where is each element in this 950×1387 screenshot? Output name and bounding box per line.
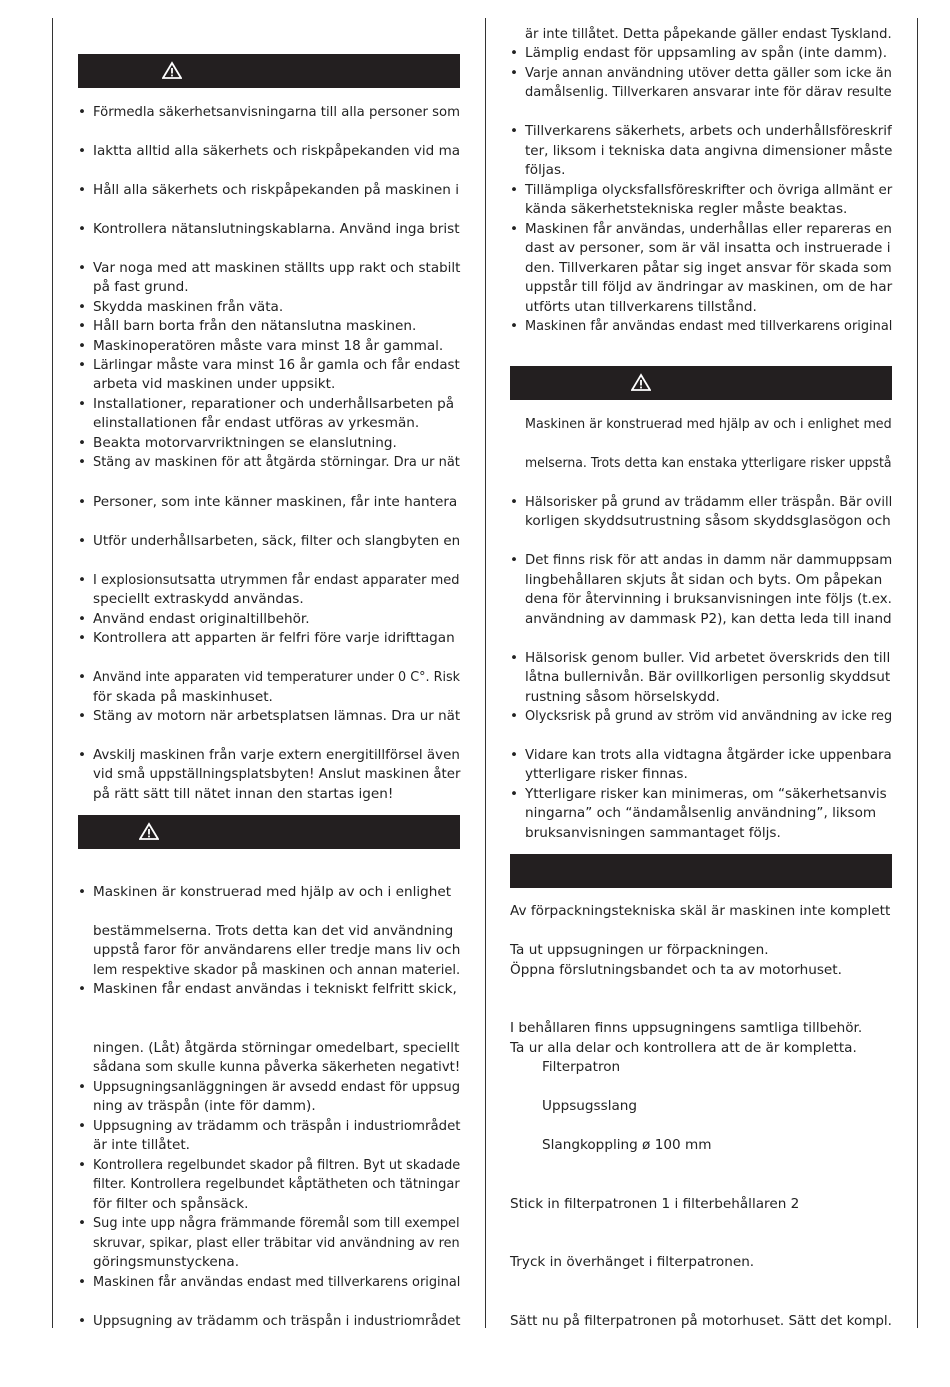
text-line: Var noga med att maskinen ställts upp rakt och stabilt bbox=[93, 260, 461, 276]
text-line: Ta ur alla delar och kontrollera att de är kompletta. bbox=[510, 1040, 857, 1056]
text-line: Maskinoperatören måste vara minst 18 år gammal. bbox=[93, 338, 444, 354]
text-line: Sätt nu på filterpatronen på motorhuset. Sätt det kompl. bbox=[510, 1313, 892, 1329]
bullet-dot: • bbox=[78, 338, 87, 354]
text-line: ytterligare risker finnas. bbox=[525, 766, 688, 782]
bullet-dot: • bbox=[78, 1274, 87, 1290]
section-header-safety bbox=[78, 54, 460, 88]
text-line: arbeta vid maskinen under uppsikt. bbox=[93, 376, 336, 392]
text-line: Uppsugning av trädamm och träspån i industriområdet bbox=[93, 1118, 461, 1134]
bullet-dot: • bbox=[510, 786, 519, 802]
bullet-dot: • bbox=[510, 123, 519, 139]
bullet-dot: • bbox=[78, 630, 87, 646]
bullet-dot: • bbox=[78, 1313, 87, 1329]
bullet-dot: • bbox=[510, 221, 519, 237]
text-line: Filterpatron bbox=[542, 1059, 621, 1075]
bullet-dot: • bbox=[78, 747, 87, 763]
text-line: Lärlingar måste vara minst 16 år gamla och får endast bbox=[93, 357, 460, 373]
text-line: Stäng av maskinen för att åtgärda störningar. Dra ur nät bbox=[93, 454, 460, 470]
text-line: Ta ut uppsugningen ur förpackningen. bbox=[510, 942, 769, 958]
text-line: Maskinen är konstruerad med hjälp av och i enlighet bbox=[93, 884, 452, 900]
text-line: bestämmelserna. Trots detta kan det vid användning bbox=[93, 923, 454, 939]
text-line: Lämplig endast för uppsamling av spån (inte damm). bbox=[525, 45, 888, 61]
text-line: Öppna förslutningsbandet och ta av motorhuset. bbox=[510, 962, 842, 978]
section-header-unpacking bbox=[510, 854, 892, 888]
text-line: damålsenlig. Tillverkaren ansvarar inte för därav resulte bbox=[525, 84, 892, 100]
bullet-dot: • bbox=[78, 318, 87, 334]
warning-triangle-icon bbox=[631, 373, 651, 392]
bullet-dot: • bbox=[78, 981, 87, 997]
bullet-dot: • bbox=[78, 611, 87, 627]
text-line: Håll alla säkerhets och riskpåpekanden på maskinen i bbox=[93, 182, 459, 198]
text-line: Tryck in överhänget i filterpatronen. bbox=[510, 1254, 755, 1270]
text-line: Maskinen får användas, underhållas eller repareras en bbox=[525, 221, 892, 237]
bullet-dot: • bbox=[78, 708, 87, 724]
text-line: dast av personer, som är väl insatta och instruerade i bbox=[525, 240, 891, 256]
bullet-dot: • bbox=[510, 494, 519, 510]
text-line: Olycksrisk på grund av ström vid användning av icke reg bbox=[525, 708, 893, 724]
text-line: låtna bullernivån. Bär ovillkorligen personlig skyddsut bbox=[525, 669, 891, 685]
text-line: Använd endast originaltillbehör. bbox=[93, 611, 310, 627]
text-line: Utför underhållsarbeten, säck, filter och slangbyten en bbox=[93, 533, 461, 549]
text-line: den. Tillverkaren påtar sig inget ansvar för skada som bbox=[525, 260, 892, 276]
text-line: Sug inte upp några främmande föremål som till exempel bbox=[93, 1215, 460, 1231]
bullet-dot: • bbox=[510, 708, 519, 724]
text-line: lingbehållaren skjuts åt sidan och byts. Om påpekan bbox=[525, 572, 883, 588]
text-line: kända säkerhetstekniska regler måste beaktas. bbox=[525, 201, 848, 217]
text-line: Maskinen får endast användas i tekniskt felfritt skick, bbox=[93, 981, 457, 997]
text-line: I explosionsutsatta utrymmen får endast apparater med bbox=[93, 572, 460, 588]
section-header-intended-use bbox=[78, 815, 460, 849]
bullet-dot: • bbox=[78, 396, 87, 412]
text-line: på fast grund. bbox=[93, 279, 189, 295]
text-line: Varje annan användning utöver detta gäller som icke än bbox=[525, 65, 892, 81]
text-line: följas. bbox=[525, 162, 566, 178]
bullet-dot: • bbox=[510, 318, 519, 334]
text-line: bruksanvisningen sammantaget följs. bbox=[525, 825, 781, 841]
bullet-dot: • bbox=[78, 104, 87, 120]
text-line: Avskilj maskinen från varje extern energitillförsel även bbox=[93, 747, 460, 763]
bullet-dot: • bbox=[78, 1215, 87, 1231]
bullet-dot: • bbox=[78, 884, 87, 900]
text-line: Iaktta alltid alla säkerhets och riskpåpekanden vid ma bbox=[93, 143, 461, 159]
text-line: Ytterligare risker kan minimeras, om “säkerhetsanvis bbox=[525, 786, 887, 802]
text-line: Kontrollera regelbundet skador på filtren. Byt ut skadade bbox=[93, 1157, 461, 1173]
text-line: för filter och spånsäck. bbox=[93, 1196, 249, 1212]
text-line: Hälsorisk genom buller. Vid arbetet överskrids den till bbox=[525, 650, 891, 666]
center-rule bbox=[485, 18, 486, 1328]
text-line: ningen. (Låt) åtgärda störningar omedelbart, speciellt bbox=[93, 1040, 460, 1056]
warning-triangle-icon bbox=[139, 822, 159, 841]
text-line: är inte tillåtet. Detta påpekande gäller endast Tyskland. bbox=[525, 26, 892, 42]
bullet-dot: • bbox=[78, 143, 87, 159]
bullet-dot: • bbox=[510, 45, 519, 61]
text-line: filter. Kontrollera regelbundet kåptätheten och tätningar bbox=[93, 1176, 460, 1192]
text-line: vid små uppställningsplatsbyten! Anslut maskinen åter bbox=[93, 766, 461, 782]
text-line: Hälsorisker på grund av trädamm eller träspån. Bär ovill bbox=[525, 494, 893, 510]
text-line: Slangkoppling ø 100 mm bbox=[542, 1137, 712, 1153]
text-line: Personer, som inte känner maskinen, får inte hantera bbox=[93, 494, 458, 510]
text-line: Det finns risk för att andas in damm när dammuppsam bbox=[525, 552, 893, 568]
text-line: Av förpackningstekniska skäl är maskinen inte komplett bbox=[510, 903, 891, 919]
bullet-dot: • bbox=[78, 533, 87, 549]
left-margin-rule bbox=[52, 18, 53, 1328]
text-line: korligen skyddsutrustning såsom skyddsglasögon och bbox=[525, 513, 891, 529]
text-line: Håll barn borta från den nätanslutna maskinen. bbox=[93, 318, 417, 334]
text-line: Stäng av motorn när arbetsplatsen lämnas. Dra ur nät bbox=[93, 708, 461, 724]
bullet-dot: • bbox=[78, 182, 87, 198]
text-line: Stick in filterpatronen 1 i filterbehållaren 2 bbox=[510, 1196, 800, 1212]
text-line: Kontrollera nätanslutningskablarna. Använd inga brist bbox=[93, 221, 460, 237]
bullet-dot: • bbox=[78, 260, 87, 276]
section-header-residual-risks bbox=[510, 366, 892, 400]
text-line: för skada på maskinhuset. bbox=[93, 689, 273, 705]
bullet-dot: • bbox=[78, 221, 87, 237]
text-line: skruvar, spikar, plast eller träbitar vid användning av ren bbox=[93, 1235, 460, 1251]
bullet-dot: • bbox=[78, 1157, 87, 1173]
text-line: ning av träspån (inte för damm). bbox=[93, 1098, 316, 1114]
text-line: Kontrollera att apparten är felfri före varje idrifttagan bbox=[93, 630, 455, 646]
bullet-dot: • bbox=[78, 357, 87, 373]
text-line: Uppsugning av trädamm och träspån i industriområdet bbox=[93, 1313, 461, 1329]
text-line: uppstå faror för användarens eller tredje mans liv och bbox=[93, 942, 461, 958]
text-line: Använd inte apparaten vid temperaturer under 0 C°. Risk bbox=[93, 669, 461, 685]
bullet-dot: • bbox=[78, 435, 87, 451]
text-line: ningarna” och “ändamålsenlig användning”, liksom bbox=[525, 805, 877, 821]
text-line: Tillverkarens säkerhets, arbets och underhållsföreskrif bbox=[525, 123, 892, 139]
text-line: Uppsugningsanläggningen är avsedd endast för uppsug bbox=[93, 1079, 461, 1095]
text-line: användning av dammask P2), kan detta leda till inand bbox=[525, 611, 892, 627]
text-line: speciellt extraskydd användas. bbox=[93, 591, 304, 607]
bullet-dot: • bbox=[78, 494, 87, 510]
right-margin-rule bbox=[917, 18, 918, 1328]
text-line: Beakta motorvarvriktningen se elanslutning. bbox=[93, 435, 397, 451]
bullet-dot: • bbox=[510, 650, 519, 666]
bullet-dot: • bbox=[78, 299, 87, 315]
text-line: Vidare kan trots alla vidtagna åtgärder icke uppenbara bbox=[525, 747, 892, 763]
text-line: på rätt sätt till nätet innan den startas igen! bbox=[93, 786, 394, 802]
text-line: Installationer, reparationer och underhållsarbeten på bbox=[93, 396, 455, 412]
text-line: Uppsugsslang bbox=[542, 1098, 638, 1114]
warning-triangle-icon bbox=[162, 61, 182, 80]
text-line: Maskinen är konstruerad med hjälp av och i enlighet med bbox=[525, 416, 892, 432]
text-line: sådana som skulle kunna påverka säkerheten negativt! bbox=[93, 1059, 461, 1075]
bullet-dot: • bbox=[78, 454, 87, 470]
text-line: Skydda maskinen från väta. bbox=[93, 299, 284, 315]
bullet-dot: • bbox=[510, 182, 519, 198]
bullet-dot: • bbox=[510, 65, 519, 81]
text-line: Maskinen får användas endast med tillverkarens original bbox=[93, 1274, 461, 1290]
text-line: dena för återvinning i bruksanvisningen inte följs (t.ex. bbox=[525, 591, 892, 607]
text-line: göringsmunstyckena. bbox=[93, 1254, 240, 1270]
text-line: Tillämpliga olycksfallsföreskrifter och övriga allmänt er bbox=[525, 182, 893, 198]
text-line: I behållaren finns uppsugningens samtliga tillbehör. bbox=[510, 1020, 863, 1036]
bullet-dot: • bbox=[510, 552, 519, 568]
bullet-dot: • bbox=[78, 1079, 87, 1095]
text-line: melserna. Trots detta kan enstaka ytterligare risker uppstå bbox=[525, 455, 892, 471]
bullet-dot: • bbox=[78, 669, 87, 685]
bullet-dot: • bbox=[78, 1118, 87, 1134]
text-line: är inte tillåtet. bbox=[93, 1137, 190, 1153]
text-line: lem respektive skador på maskinen och annan materiel. bbox=[93, 962, 461, 978]
text-line: Maskinen får användas endast med tillverkarens original bbox=[525, 318, 893, 334]
text-line: Förmedla säkerhetsanvisningarna till alla personer som bbox=[93, 104, 461, 120]
bullet-dot: • bbox=[510, 747, 519, 763]
bullet-dot: • bbox=[78, 572, 87, 588]
text-line: uppstår till följd av ändringar av maskinen, om de har bbox=[525, 279, 893, 295]
text-line: utförts utan tillverkarens tillstånd. bbox=[525, 299, 757, 315]
text-line: ter, liksom i tekniska data angivna dimensioner måste bbox=[525, 143, 893, 159]
text-line: elinstallationen får endast utföras av yrkesmän. bbox=[93, 415, 420, 431]
text-line: rustning såsom hörselskydd. bbox=[525, 689, 720, 705]
